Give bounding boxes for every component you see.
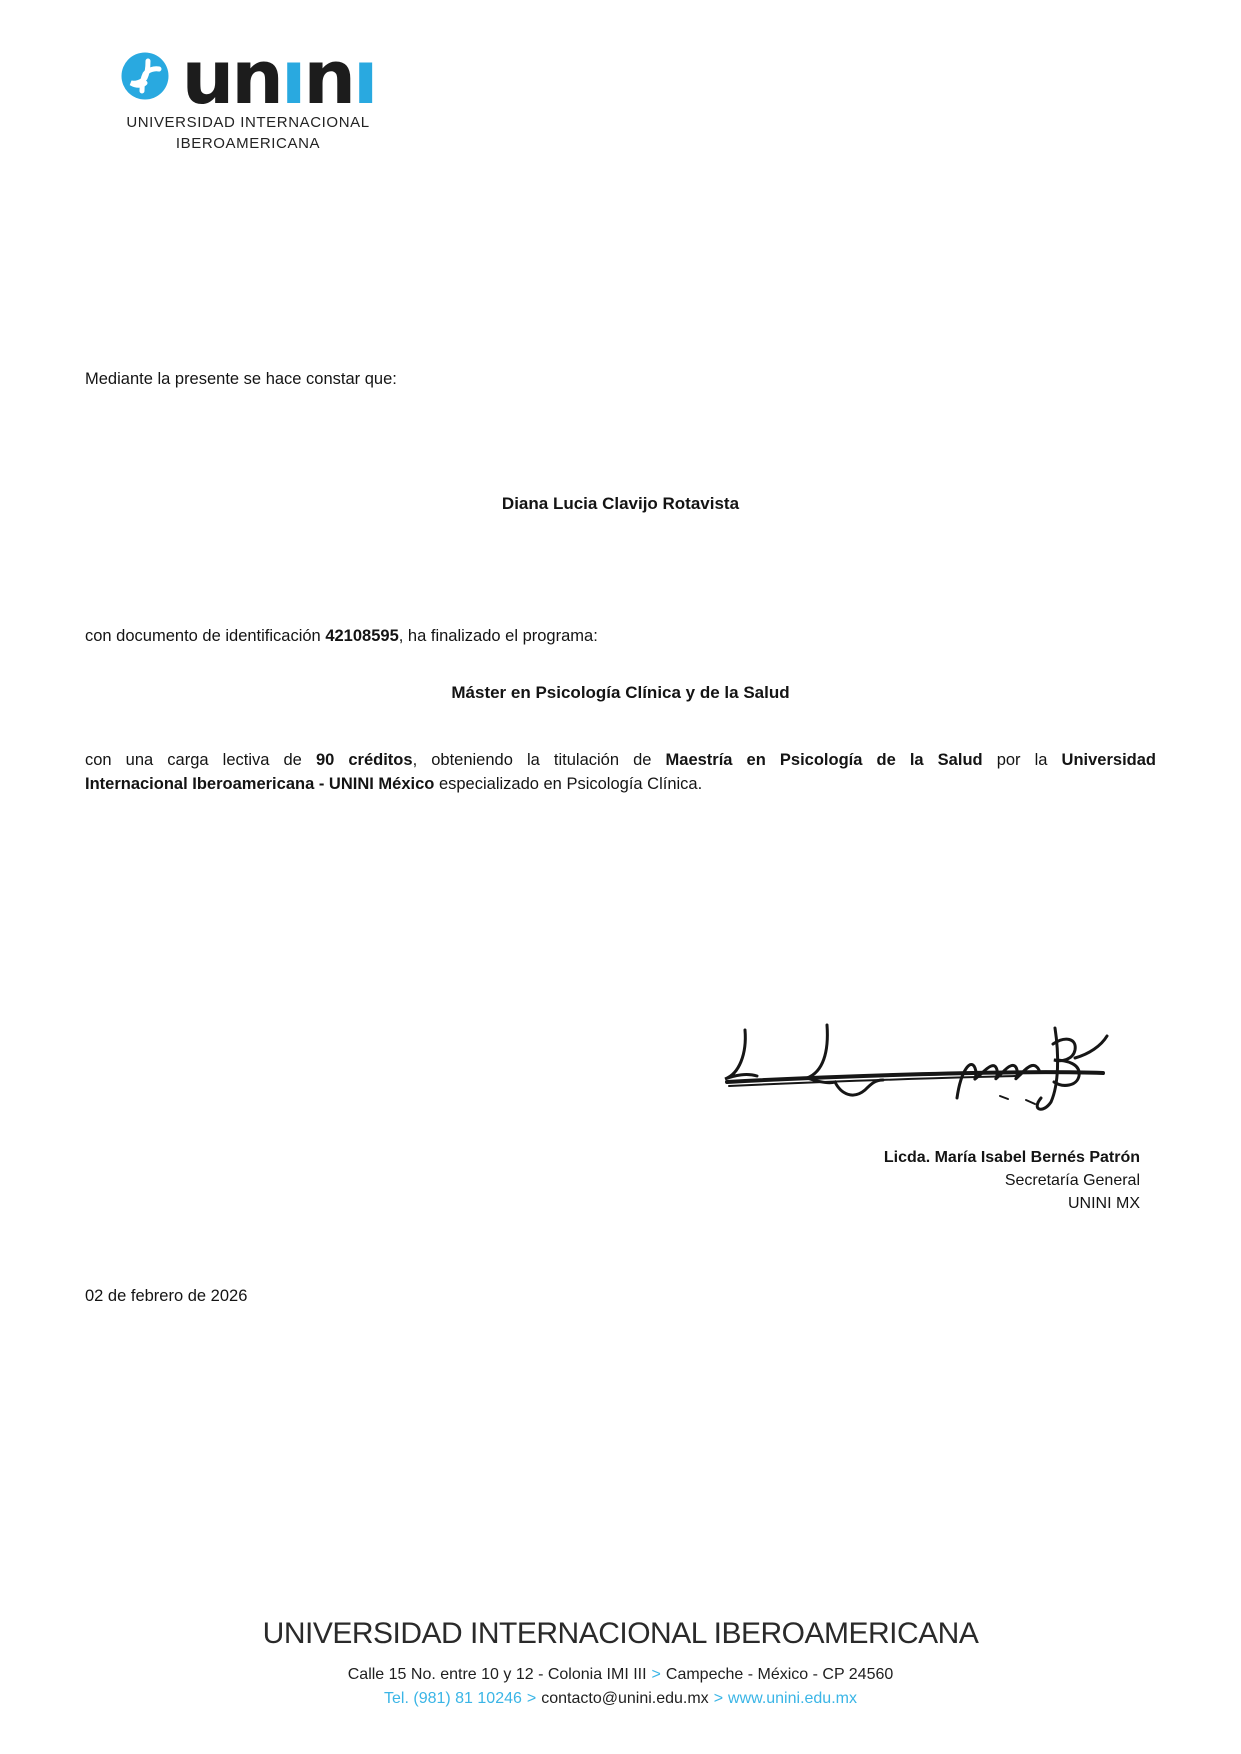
credits-text: por la bbox=[982, 751, 1062, 769]
chevron-separator-icon: > bbox=[526, 1690, 537, 1707]
handwritten-signature bbox=[695, 1012, 1115, 1132]
credits-text: especializado en Psicología Clínica. bbox=[434, 775, 703, 793]
address-text: Campeche - México - CP 24560 bbox=[665, 1666, 894, 1683]
unini-wordmark bbox=[181, 35, 376, 121]
intro-statement: Mediante la presente se hace constar que: bbox=[85, 370, 397, 388]
wordmark-segment: ı bbox=[280, 35, 304, 121]
student-name: Diana Lucia Clavijo Rotavista bbox=[501, 494, 740, 513]
footer-contact bbox=[0, 1688, 1241, 1710]
id-number: 42108595 bbox=[325, 627, 399, 645]
credits-value: 90 créditos bbox=[315, 751, 413, 769]
phone-link[interactable]: Tel. (981) 81 10246 bbox=[384, 1690, 522, 1707]
wordmark-segment: ı bbox=[353, 35, 376, 121]
footer-university-name: UNIVERSIDAD INTERNACIONAL IBEROAMERICANA bbox=[262, 1617, 979, 1650]
credits-line-2 bbox=[85, 772, 1156, 796]
signatory-block bbox=[884, 1146, 1140, 1215]
footer-address bbox=[0, 1664, 1241, 1686]
university-name-bold: Internacional Iberoamericana - UNINI México bbox=[85, 775, 435, 793]
credits-text: con una carga lectiva de bbox=[85, 751, 316, 769]
email-link[interactable]: contacto@unini.edu.mx bbox=[541, 1690, 709, 1707]
id-text: con documento de identificación bbox=[85, 627, 326, 645]
unini-monogram-icon bbox=[121, 52, 169, 100]
unini-logo-row bbox=[120, 35, 376, 121]
signatory-institution: UNINI MX bbox=[1068, 1195, 1140, 1212]
signatory-name: Licda. María Isabel Bernés Patrón bbox=[883, 1149, 1140, 1166]
chevron-separator-icon: > bbox=[651, 1666, 661, 1683]
logo-subtitle-line1: UNIVERSIDAD INTERNACIONAL bbox=[126, 114, 370, 131]
unini-logo bbox=[120, 35, 376, 153]
university-name-bold: Universidad bbox=[1061, 751, 1156, 769]
id-text: , ha finalizado el programa: bbox=[398, 627, 598, 645]
address-text: Calle 15 No. entre 10 y 12 - Colonia IMI III bbox=[347, 1666, 647, 1683]
issue-date: 02 de febrero de 2026 bbox=[85, 1287, 248, 1305]
chevron-separator-icon: > bbox=[713, 1690, 724, 1707]
degree-title: Maestría en Psicología de la Salud bbox=[665, 751, 983, 769]
credits-text: , obteniendo la titulación de bbox=[412, 751, 666, 769]
wordmark-segment: n bbox=[303, 35, 354, 121]
program-title: Máster en Psicología Clínica y de la Salud bbox=[451, 683, 790, 702]
logo-subtitle-line2: IBEROAMERICANA bbox=[175, 135, 321, 152]
credits-paragraph bbox=[85, 748, 1156, 796]
website-link[interactable]: www.unini.edu.mx bbox=[728, 1690, 857, 1707]
wordmark-segment: un bbox=[181, 35, 281, 121]
signatory-role: Secretaría General bbox=[1004, 1172, 1140, 1189]
identification-line bbox=[85, 624, 1156, 648]
credits-line-1 bbox=[85, 748, 1156, 772]
